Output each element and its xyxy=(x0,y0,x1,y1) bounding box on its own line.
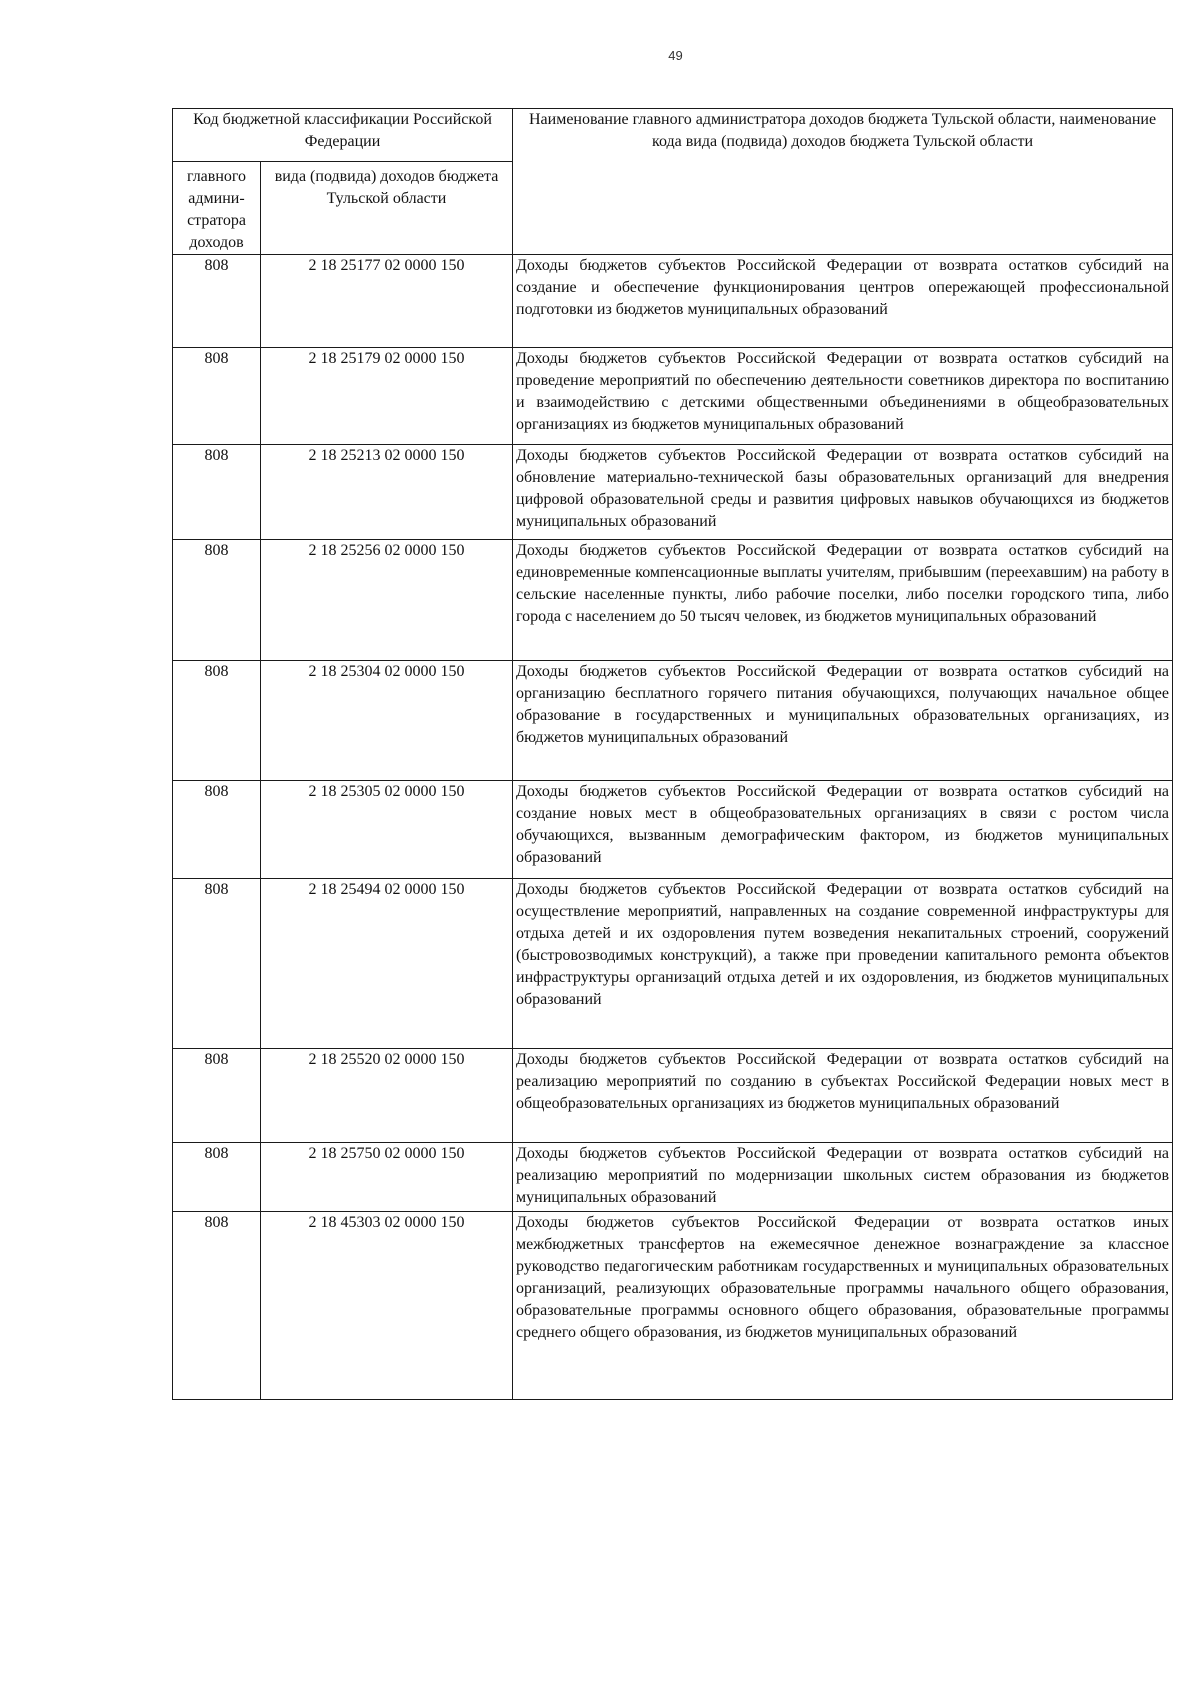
page-number: 49 xyxy=(668,48,683,63)
revenue-code-cell: 2 18 25179 02 0000 150 xyxy=(261,348,513,445)
revenue-name-cell: Доходы бюджетов субъектов Российской Федерации от возврата остатков субсидий на организацию бесплатного горячего питания обучающихся, получающих начальное общее образование в государственных и муниципальных образовательных организациях, из бюджетов муниципальных образований xyxy=(513,661,1173,781)
admin-code-cell: 808 xyxy=(173,348,261,445)
admin-code-cell: 808 xyxy=(173,1143,261,1212)
revenue-code-cell: 2 18 25256 02 0000 150 xyxy=(261,540,513,661)
revenue-name-cell xyxy=(513,348,1173,445)
revenue-name-text: Доходы бюджетов субъектов Российской Федерации от возврата остатков субсидий на проведение мероприятий по обеспечению деятельности советников директора по воспитанию и взаимодействию с детскими общественными объединениями в общеобразовательных организациях из бюджетов муниципальных образований xyxy=(516,350,1170,433)
admin-code-cell: 808 xyxy=(173,255,261,348)
revenue-name-cell: Доходы бюджетов субъектов Российской Федерации от возврата остатков субсидий на создание новых мест в общеобразовательных организациях в связи с ростом числа обучающихся, вызванным демографическим фактором, из бюджетов муниципальных образований xyxy=(513,781,1173,879)
table-row xyxy=(173,1143,1173,1212)
revenue-code-cell: 2 18 45303 02 0000 150 xyxy=(261,1212,513,1400)
admin-code-cell: 808 xyxy=(173,781,261,879)
revenue-code-cell: 2 18 25213 02 0000 150 xyxy=(261,445,513,540)
table-row xyxy=(173,1049,1173,1143)
table-row xyxy=(173,879,1173,1049)
header-code-column: вида (подвида) доходов бюджета Тульской области xyxy=(261,162,513,255)
header-admin-column: главного админи-стратора доходов xyxy=(173,162,261,255)
admin-code-cell: 808 xyxy=(173,540,261,661)
table-row xyxy=(173,348,1173,445)
revenue-name-cell: Доходы бюджетов субъектов Российской Федерации от возврата остатков иных межбюджетных трансфертов на ежемесячное денежное вознаграждение за классное руководство педагогическим работникам государственных и муниципальных образовательных организаций, реализующих образовательные программы начального общего образования, образовательные программы основного общего образования, образовательные программы среднего общего образования, из бюджетов муниципальных образований xyxy=(513,1212,1173,1400)
table-row xyxy=(173,540,1173,661)
header-classification-code: Код бюджетной классификации Российской Федерации xyxy=(173,109,513,162)
table-row xyxy=(173,1212,1173,1400)
table-row xyxy=(173,255,1173,348)
revenue-code-cell: 2 18 25750 02 0000 150 xyxy=(261,1143,513,1212)
admin-code-cell: 808 xyxy=(173,445,261,540)
header-name-column: Наименование главного администратора доходов бюджета Тульской области, наименование кода вида (подвида) доходов бюджета Тульской области xyxy=(513,109,1173,255)
revenue-code-cell: 2 18 25494 02 0000 150 xyxy=(261,879,513,1049)
admin-code-cell: 808 xyxy=(173,1049,261,1143)
admin-code-cell: 808 xyxy=(173,1212,261,1400)
revenue-code-cell: 2 18 25177 02 0000 150 xyxy=(261,255,513,348)
revenue-code-cell: 2 18 25305 02 0000 150 xyxy=(261,781,513,879)
revenue-code-cell: 2 18 25304 02 0000 150 xyxy=(261,661,513,781)
revenue-name-cell: Доходы бюджетов субъектов Российской Федерации от возврата остатков субсидий на создание и обеспечение функционирования центров опережающей профессиональной подготовки из бюджетов муниципальных образований xyxy=(513,255,1173,348)
table-row xyxy=(173,781,1173,879)
revenue-name-cell: Доходы бюджетов субъектов Российской Федерации от возврата остатков субсидий на единовременные компенсационные выплаты учителям, прибывшим (переехавшим) на работу в сельские населенные пункты, либо рабочие поселки, либо поселки городского типа, либо города с населением до 50 тысяч человек, из бюджетов муниципальных образований xyxy=(513,540,1173,661)
table-row xyxy=(173,661,1173,781)
table-row xyxy=(173,445,1173,540)
revenue-name-cell: Доходы бюджетов субъектов Российской Федерации от возврата остатков субсидий на обновление материально-технической базы образовательных организаций для внедрения цифровой образовательной среды и развития цифровых навыков обучающихся из бюджетов муниципальных образований xyxy=(513,445,1173,540)
revenue-name-cell: Доходы бюджетов субъектов Российской Федерации от возврата остатков субсидий на реализацию мероприятий по модернизации школьных систем образования из бюджетов муниципальных образований xyxy=(513,1143,1173,1212)
budget-classification-table xyxy=(172,108,1173,1400)
revenue-name-cell: Доходы бюджетов субъектов Российской Федерации от возврата остатков субсидий на реализацию мероприятий по созданию в субъектах Российской Федерации новых мест в общеобразовательных организациях из бюджетов муниципальных образований xyxy=(513,1049,1173,1143)
admin-code-cell: 808 xyxy=(173,879,261,1049)
header-row xyxy=(173,109,1173,162)
admin-code-cell: 808 xyxy=(173,661,261,781)
revenue-code-cell: 2 18 25520 02 0000 150 xyxy=(261,1049,513,1143)
revenue-name-cell: Доходы бюджетов субъектов Российской Федерации от возврата остатков субсидий на осуществление мероприятий, направленных на создание современной инфраструктуры для отдыха детей и их оздоровления путем возведения некапитальных строений, сооружений (быстровозводимых конструкций), а также при проведении капитального ремонта объектов инфраструктуры организаций отдыха детей и их оздоровления, из бюджетов муниципальных образований xyxy=(513,879,1173,1049)
